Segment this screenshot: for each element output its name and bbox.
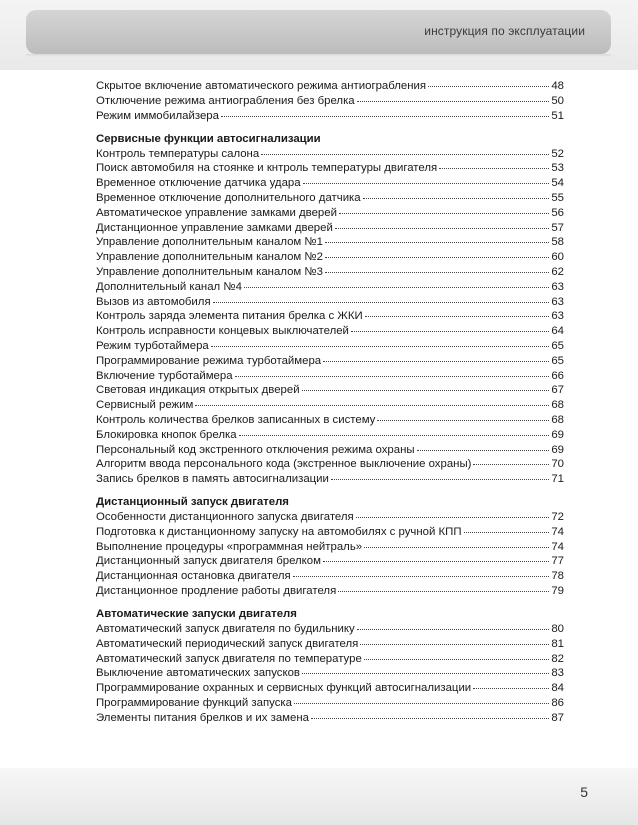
toc-section-heading: Автоматические запуски двигателя [96, 608, 297, 621]
toc-entry-page: 66 [551, 369, 564, 382]
toc-dot-leader [261, 154, 549, 155]
toc-dot-leader [356, 517, 550, 518]
toc-entry-title: Дистанционное продление работы двигателя [96, 585, 337, 598]
toc-entry-title: Временное отключение датчика удара [96, 177, 301, 190]
toc-entry [96, 250, 564, 265]
toc-dot-leader [360, 644, 549, 645]
toc-entry-title: Дистанционная остановка двигателя [96, 570, 291, 583]
toc-entry [96, 428, 564, 443]
toc-entry [96, 637, 564, 652]
toc-entry-title: Режим турботаймера [96, 339, 209, 352]
toc-dot-leader [221, 116, 549, 117]
toc-entry-page: 68 [551, 413, 564, 426]
toc-entry-title: Дистанционный запуск двигателя брелком [96, 555, 321, 568]
toc-dot-leader [323, 361, 549, 362]
toc-entry-page: 78 [551, 570, 564, 583]
toc-entry-page: 55 [551, 191, 564, 204]
toc-entry [96, 711, 564, 726]
toc-entry-title: Дистанционное управление замками дверей [96, 221, 333, 234]
toc-entry-title: Дополнительный канал №4 [96, 280, 242, 293]
toc-entry-page: 74 [551, 540, 564, 553]
toc-entry [96, 681, 564, 696]
toc-dot-leader [302, 390, 550, 391]
toc-dot-leader [417, 450, 550, 451]
toc-entry [96, 221, 564, 236]
toc-entry [96, 309, 564, 324]
toc-entry [96, 398, 564, 413]
toc-dot-leader [213, 302, 550, 303]
toc-entry [96, 525, 564, 540]
toc-entry [96, 584, 564, 599]
toc-entry-title: Сервисный режим [96, 399, 194, 412]
toc-entry [96, 147, 564, 162]
toc-entry [96, 622, 564, 637]
toc-dot-leader [377, 420, 549, 421]
toc-entry-page: 82 [551, 652, 564, 665]
toc-entry-title: Контроль количества брелков записанных в систему [96, 413, 376, 426]
toc-entry-title: Световая индикация открытых дверей [96, 384, 300, 397]
toc-dot-leader [331, 479, 549, 480]
toc-entry-page: 48 [551, 80, 564, 92]
toc-dot-leader [338, 591, 549, 592]
toc-entry [96, 413, 564, 428]
toc-entry [96, 265, 564, 280]
toc-dot-leader [325, 242, 549, 243]
toc-entry [96, 472, 564, 487]
toc-entry-title: Контроль температуры салона [96, 147, 260, 160]
toc-entry-title: Программирование функций запуска [96, 697, 292, 710]
toc-entry [96, 443, 564, 458]
toc-dot-leader [244, 287, 549, 288]
toc-entry-page: 79 [551, 585, 564, 598]
toc-dot-leader [335, 228, 549, 229]
toc-entry [96, 666, 564, 681]
toc-entry-title: Управление дополнительным каналом №1 [96, 236, 323, 249]
header-title: инструкция по эксплуатации [424, 24, 585, 38]
toc-entry-page: 65 [551, 354, 564, 367]
toc-entry [96, 510, 564, 525]
toc-entry-title: Управление дополнительным каналом №3 [96, 265, 323, 278]
toc-entry-page: 86 [551, 697, 564, 710]
header-bar [26, 10, 611, 54]
toc-dot-leader [363, 198, 550, 199]
toc-entry [96, 554, 564, 569]
toc-entry-title: Контроль исправности концевых выключателей [96, 325, 349, 338]
toc-entry-title: Автоматический периодический запуск двигателя [96, 637, 359, 650]
toc-dot-leader [211, 346, 550, 347]
table-of-contents [96, 79, 564, 726]
toc-entry-title: Режим иммобилайзера [96, 109, 219, 122]
toc-entry [96, 206, 564, 221]
toc-section-heading: Дистанционный запуск двигателя [96, 496, 289, 509]
page-header [0, 0, 638, 70]
toc-entry-page: 74 [551, 525, 564, 538]
toc-entry-title: Особенности дистанционного запуска двигателя [96, 511, 354, 524]
toc-entry-page: 63 [551, 280, 564, 293]
toc-entry [96, 540, 564, 555]
toc-entry [96, 109, 564, 124]
toc-entry-title: Автоматический запуск двигателя по будильнику [96, 623, 355, 636]
toc-entry-page: 57 [551, 221, 564, 234]
toc-dot-leader [293, 576, 550, 577]
toc-entry [96, 79, 564, 94]
toc-dot-leader [303, 183, 550, 184]
toc-entry-page: 70 [551, 458, 564, 471]
toc-entry-title: Программирование охранных и сервисных функций автосигнализации [96, 682, 472, 695]
toc-entry [96, 94, 564, 109]
page-number: 5 [580, 784, 588, 800]
toc-entry-title: Включение турботаймера [96, 369, 233, 382]
toc-entry-title: Запись брелков в память автосигнализации [96, 473, 329, 486]
toc-entry-page: 52 [551, 147, 564, 160]
toc-dot-leader [325, 272, 549, 273]
toc-dot-leader [357, 629, 550, 630]
toc-dot-leader [325, 257, 549, 258]
toc-entry [96, 369, 564, 384]
toc-entry-page: 64 [551, 325, 564, 338]
toc-dot-leader [294, 703, 549, 704]
toc-entry [96, 176, 564, 191]
toc-dot-leader [351, 331, 549, 332]
toc-entry-title: Элементы питания брелков и их замена [96, 711, 309, 724]
toc-dot-leader [364, 659, 550, 660]
toc-dot-leader [195, 405, 549, 406]
toc-dot-leader [473, 688, 549, 689]
toc-entry-title: Поиск автомобиля на стоянке и кнтроль температуры двигателя [96, 162, 438, 175]
toc-entry [96, 339, 564, 354]
toc-entry [96, 295, 564, 310]
toc-entry-page: 80 [551, 623, 564, 636]
toc-entry-title: Контроль заряда элемента питания брелка с ЖКИ [96, 310, 363, 323]
toc-entry-title: Отключение режима антиограбления без брелка [96, 94, 355, 107]
toc-entry [96, 235, 564, 250]
toc-entry-page: 68 [551, 399, 564, 412]
toc-entry [96, 191, 564, 206]
toc-entry-title: Блокировка кнопок брелка [96, 428, 237, 441]
toc-entry-title: Скрытое включение автоматического режима антиограбления [96, 80, 427, 92]
toc-entry-page: 87 [551, 711, 564, 724]
toc-dot-leader [357, 101, 550, 102]
toc-dot-leader [365, 316, 550, 317]
toc-entry-page: 69 [551, 428, 564, 441]
toc-entry-page: 72 [551, 511, 564, 524]
toc-dot-leader [235, 376, 550, 377]
toc-entry [96, 354, 564, 369]
toc-dot-leader [239, 435, 550, 436]
toc-entry-title: Временное отключение дополнительного датчика [96, 191, 361, 204]
toc-entry-title: Выключение автоматических запусков [96, 667, 300, 680]
toc-entry-page: 69 [551, 443, 564, 456]
toc-entry-page: 51 [551, 109, 564, 122]
toc-entry-page: 65 [551, 339, 564, 352]
toc-entry-page: 63 [551, 310, 564, 323]
toc-dot-leader [339, 213, 549, 214]
toc-entry-title: Подготовка к дистанционному запуску на автомобилях с ручной КПП [96, 525, 462, 538]
toc-entry-title: Управление дополнительным каналом №2 [96, 251, 323, 264]
toc-dot-leader [302, 673, 549, 674]
toc-entry-page: 58 [551, 236, 564, 249]
toc-entry-page: 50 [551, 94, 564, 107]
toc-entry [96, 652, 564, 667]
toc-dot-leader [464, 532, 550, 533]
toc-entry [96, 696, 564, 711]
toc-dot-leader [473, 464, 549, 465]
toc-dot-leader [428, 86, 549, 87]
toc-entry [96, 280, 564, 295]
toc-entry-page: 84 [551, 682, 564, 695]
toc-entry-title: Алгоритм ввода персонального кода (экстренное выключение охраны) [96, 458, 472, 471]
toc-entry-page: 81 [551, 637, 564, 650]
toc-dot-leader [311, 718, 549, 719]
toc-dot-leader [364, 547, 549, 548]
toc-entry-page: 53 [551, 162, 564, 175]
toc-entry [96, 161, 564, 176]
toc-entry-title: Выполнение процедуры «программная нейтраль» [96, 540, 363, 553]
toc-dot-leader [439, 168, 549, 169]
toc-entry-title: Программирование режима турботаймера [96, 354, 322, 367]
toc-entry-page: 60 [551, 251, 564, 264]
toc-entry-page: 54 [551, 177, 564, 190]
toc-entry-page: 56 [551, 206, 564, 219]
toc-entry-page: 63 [551, 295, 564, 308]
toc-entry-title: Персональный код экстренного отключения режима охраны [96, 443, 415, 456]
toc-entry [96, 457, 564, 472]
toc-entry-title: Автоматический запуск двигателя по температуре [96, 652, 362, 665]
toc-entry-page: 83 [551, 667, 564, 680]
toc-entry-page: 71 [551, 473, 564, 486]
toc-entry-page: 62 [551, 265, 564, 278]
toc-entry-page: 67 [551, 384, 564, 397]
toc-entry [96, 569, 564, 584]
toc-entry-title: Автоматическое управление замками дверей [96, 206, 337, 219]
toc-section-heading: Сервисные функции автосигнализации [96, 132, 321, 145]
toc-entry [96, 324, 564, 339]
page-footer [0, 768, 638, 825]
toc-dot-leader [323, 561, 549, 562]
toc-entry-title: Вызов из автомобиля [96, 295, 211, 308]
toc-entry [96, 383, 564, 398]
toc-entry-page: 77 [551, 555, 564, 568]
